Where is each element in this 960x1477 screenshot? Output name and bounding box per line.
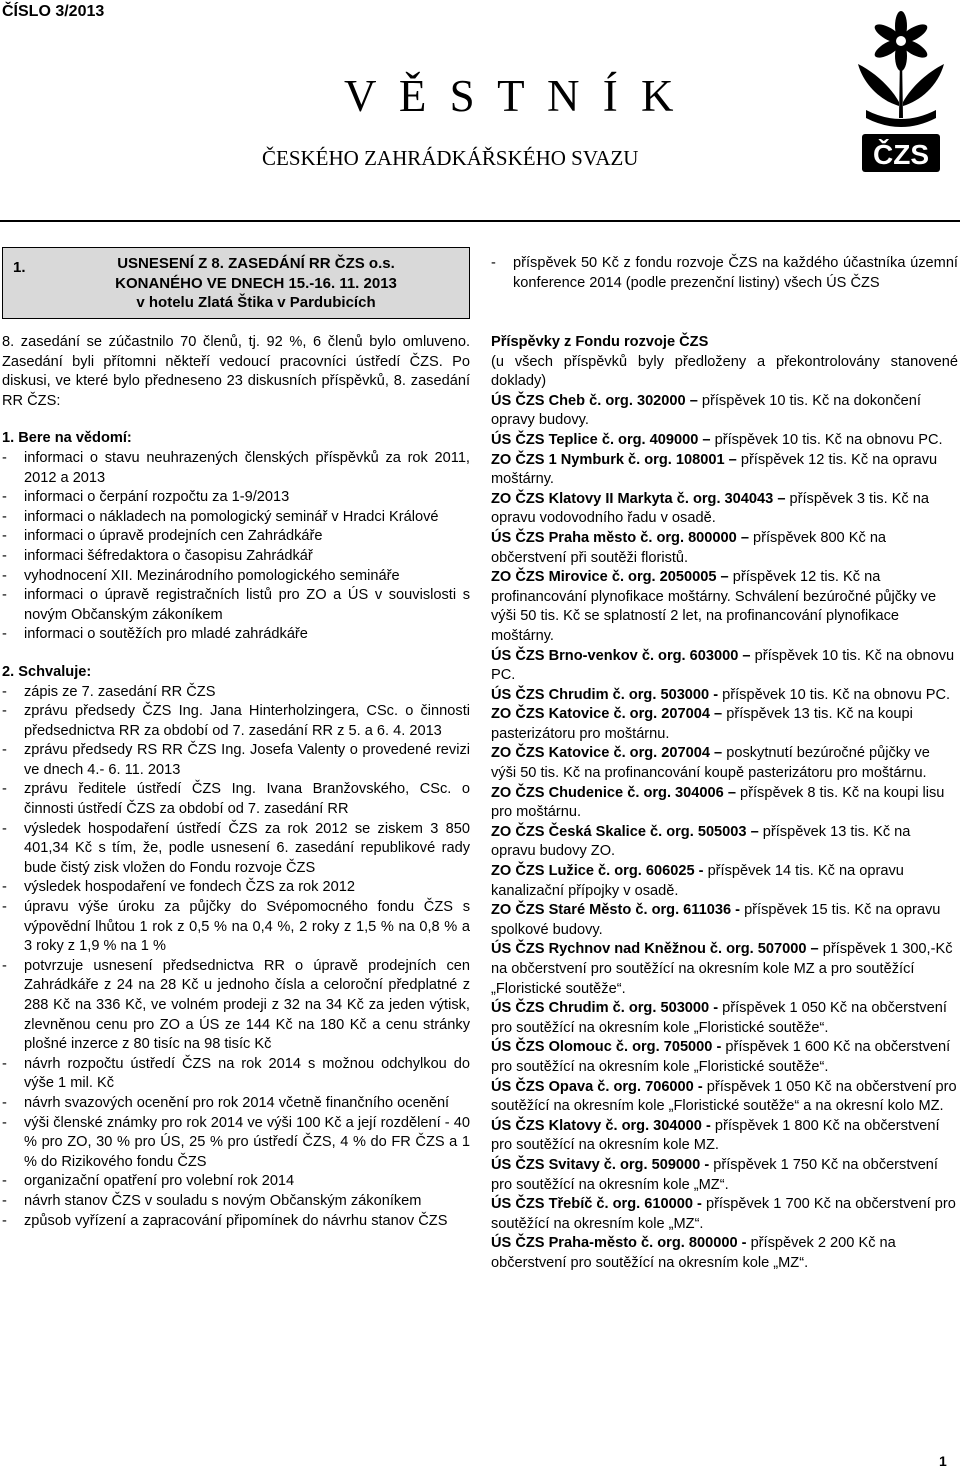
right-column	[491, 333, 958, 1274]
list-item: - informaci o stavu neuhrazených členských příspěvků za rok 2011, 2012 a 2013	[2, 449, 470, 486]
list-item: - návrh stanov ČZS v souladu s novým Občanským zákoníkem	[2, 1192, 422, 1209]
approves-list	[2, 683, 470, 1232]
list-item: - informaci šéfredaktora o časopisu Zahrádkář	[2, 547, 313, 564]
fund-entry: ÚS ČZS Praha město č. org. 800000 – příspěvek 800 Kč na občerstvení při soutěži floristů.	[491, 529, 887, 566]
section-title-line: USNESENÍ Z 8. ZASEDÁNÍ RR ČZS o.s.	[117, 255, 395, 272]
fund-entry-text: příspěvek 1 600 Kč na občerstvení pro soutěžící na okresním kole „Floristické soutěže“.	[491, 1039, 951, 1075]
fund-entry: ÚS ČZS Olomouc č. org. 705000 - příspěvek 1 600 Kč na občerstvení pro soutěžící na okresním kole „Floristické soutěže“.	[491, 1039, 951, 1075]
fund-entry-text: příspěvek 12 tis. Kč na profinancování plynofikace moštárny. Schválení bezúročné půjčky ve výši 50 tis. Kč se splatností 2 let, na profinancování plynofikace moštárny.	[491, 569, 937, 644]
logo-text: ČZS	[873, 139, 929, 170]
fund-entry: ZO ČZS Staré Město č. org. 611036 - příspěvek 15 tis. Kč na opravu spolkové budovy.	[491, 902, 941, 938]
list-item: - návrh rozpočtu ústředí ČZS na rok 2014 s možnou odchylkou do výše 1 mil. Kč	[2, 1055, 470, 1092]
page-subtitle: ČESKÉHO ZAHRÁDKÁŘSKÉHO SVAZU	[262, 146, 639, 170]
fund-entry: ZO ČZS Mirovice č. org. 2050005 – příspěvek 12 tis. Kč na profinancování plynofikace moštárny. Schválení bezúročné půjčky ve výši 50 tis. Kč se splatností 2 let, na profinancování plynofikace moštárny.	[491, 569, 937, 644]
list-item: - organizační opatření pro volební rok 2014	[2, 1173, 295, 1190]
fund-entry-org: ÚS ČZS Brno-venkov č. org. 603000	[491, 647, 739, 664]
issue-number: ČÍSLO 3/2013	[2, 3, 105, 20]
fund-entry-org: ZO ČZS Chudenice č. org. 304006	[491, 784, 724, 801]
fund-note: (u všech příspěvků byly předloženy a překontrolovány stanovené doklady)	[491, 353, 958, 390]
fund-entry-org: ÚS ČZS Svitavy č. org. 509000	[491, 1156, 701, 1173]
fund-entry: ZO ČZS Klatovy II Markyta č. org. 304043 – příspěvek 3 tis. Kč na opravu vodovodního řadu v osadě.	[491, 490, 930, 527]
fund-entry-org: ZO ČZS Katovice č. org. 207004	[491, 745, 710, 762]
fund-entry-org: ÚS ČZS Cheb č. org. 302000	[491, 392, 686, 409]
fund-entry-org: ÚS ČZS Teplice č. org. 409000	[491, 431, 699, 448]
list-item: - informaci o nákladech na pomologický seminář v Hradci Králové	[2, 508, 439, 525]
flower-icon	[858, 11, 944, 127]
fund-entry-text: příspěvek 1 300,-Kč na občerstvení pro soutěžící na okresním kole MZ a pro soutěžící „Floristické soutěže“.	[491, 941, 953, 997]
fund-entry-text: příspěvek 10 tis. Kč na dokončení opravy budovy.	[491, 392, 921, 429]
list-item: - zprávu předsedy ČZS Ing. Jana Hinterholzingera, CSc. o činnosti předsednictva RR za období od 7. zasedání RR z 5. a 6. 4. 2013	[2, 703, 470, 739]
fund-entry: ÚS ČZS Brno-venkov č. org. 603000 – příspěvek 10 tis. Kč na obnovu PC.	[491, 647, 955, 684]
fund-entry-text: příspěvek 8 tis. Kč na koupi lisu pro moštárnu.	[491, 784, 945, 821]
fund-entry-text: příspěvek 2 200 Kč na občerstvení pro soutěžící na okresním kole „MZ“.	[491, 1235, 896, 1271]
header-rule	[0, 220, 960, 222]
fund-entry-text: příspěvek 13 tis. Kč na opravu budovy ZO.	[491, 823, 911, 860]
list-item: - vyhodnocení XII. Mezinárodního pomologického semináře	[2, 567, 400, 584]
list-item: - informaci o úpravě prodejních cen Zahrádkáře	[2, 528, 323, 545]
fund-entry: ÚS ČZS Opava č. org. 706000 - příspěvek 1 050 Kč na občerstvení pro soutěžící na okresním kole „Floristické soutěže“ a na okresní kolo MZ.	[491, 1078, 957, 1115]
fund-entry-org: ÚS ČZS Praha-město č. org. 800000	[491, 1235, 738, 1252]
page-title: V Ě S T N Í K	[344, 71, 680, 121]
left-column	[2, 333, 470, 1231]
fund-entry-text: příspěvek 1 050 Kč na občerstvení pro soutěžící na okresním kole „Floristické soutěže“ a na okresní kolo MZ.	[491, 1078, 957, 1115]
fund-entry-text: příspěvek 10 tis. Kč na obnovu PC.	[491, 647, 955, 684]
fund-entry: ÚS ČZS Klatovy č. org. 304000 - příspěvek 1 800 Kč na občerstvení pro soutěžící na okresním kole MZ.	[491, 1117, 940, 1154]
fund-entry-text: příspěvek 1 700 Kč na občerstvení pro soutěžící na okresním kole „MZ“.	[491, 1196, 956, 1232]
fund-entry-org: ÚS ČZS Praha město č. org. 800000	[491, 529, 737, 546]
fund-entry: ÚS ČZS Chrudim č. org. 503000 - příspěvek 1 050 Kč na občerstvení pro soutěžící na okresním kole „Floristické soutěže“.	[491, 1000, 947, 1036]
fund-entry-org: ÚS ČZS Chrudim č. org. 503000	[491, 686, 710, 703]
list-item: - zprávu ředitele ústředí ČZS Ing. Ivana Branžovského, CSc. o činnosti ústředí ČZS za období od 7. zasedání RR	[2, 781, 470, 818]
fund-entry-text: příspěvek 12 tis. Kč na opravu moštárny.	[491, 451, 938, 488]
section-number: 1.	[13, 259, 26, 276]
fund-entry-org: ÚS ČZS Klatovy č. org. 304000	[491, 1117, 702, 1134]
fund-entry-org: ZO ČZS Mirovice č. org. 2050005	[491, 569, 717, 586]
section-title-line: KONANÉHO VE DNECH 15.-16. 11. 2013	[115, 274, 397, 292]
list-item: - informaci o soutěžích pro mladé zahrádkáře	[2, 626, 308, 643]
list-item: - výsledek hospodaření ve fondech ČZS za rok 2012	[2, 879, 355, 896]
fund-entry-org: ZO ČZS Lužice č. org. 606025	[491, 863, 695, 880]
fund-entry-org: ÚS ČZS Rychnov nad Kněžnou č. org. 507000	[491, 941, 807, 958]
fund-entry-text: příspěvek 1 050 Kč na občerstvení pro soutěžící na okresním kole „Floristické soutěže“.	[491, 1000, 947, 1036]
czs-logo	[852, 6, 950, 174]
fund-entry-org: ZO ČZS Česká Skalice č. org. 505003	[491, 823, 747, 840]
list-item: - úpravu výše úroku za půjčky do Svépomocného fondu ČZS s výpovědní lhůtou 1 rok z 0,5 % na 0,4 %, 2 roky z 1,5 % na 0,8 % a 3 roky z 1,9 % na 1 %	[2, 899, 470, 955]
fund-list	[491, 392, 958, 1274]
fund-entry-text: příspěvek 15 tis. Kč na opravu spolkové budovy.	[491, 902, 941, 938]
list-item: - návrh svazových ocenění pro rok 2014 včetně finančního ocenění	[2, 1094, 450, 1111]
list-item: - informaci o úpravě registračních listů pro ZO a ÚS v souvislosti s novým Občanským zákoníkem	[2, 587, 470, 623]
fund-entry: ZO ČZS Česká Skalice č. org. 505003 – příspěvek 13 tis. Kč na opravu budovy ZO.	[491, 823, 911, 860]
fund-entry-text: příspěvek 13 tis. Kč na koupi pasterizátoru pro moštárnu.	[491, 706, 913, 742]
fund-entry-org: ÚS ČZS Opava č. org. 706000	[491, 1078, 694, 1095]
fund-entry-org: ZO ČZS Katovice č. org. 207004	[491, 706, 710, 723]
fund-entry: ÚS ČZS Svitavy č. org. 509000 - příspěvek 1 750 Kč na občerstvení pro soutěžící na okresním kole „MZ“.	[491, 1156, 938, 1193]
fund-entry: ÚS ČZS Praha-město č. org. 800000 - příspěvek 2 200 Kč na občerstvení pro soutěžící na okresním kole „MZ“.	[491, 1235, 896, 1271]
fund-entry-text: příspěvek 800 Kč na občerstvení při soutěži floristů.	[491, 529, 887, 566]
fund-entry-text: příspěvek 1 750 Kč na občerstvení pro soutěžící na okresním kole „MZ“.	[491, 1156, 938, 1193]
fund-entry: ÚS ČZS Teplice č. org. 409000 – příspěvek 10 tis. Kč na obnovu PC.	[491, 431, 943, 448]
fund-entry: ZO ČZS Katovice č. org. 207004 – poskytnutí bezúročné půjčky ve výši 50 tis. Kč na profinancování koupě pasterizátoru pro moštárnu.	[491, 745, 930, 782]
fund-entry: ZO ČZS 1 Nymburk č. org. 108001 – příspěvek 12 tis. Kč na opravu moštárny.	[491, 451, 938, 488]
approves-heading: 2. Schvaluje:	[2, 663, 92, 680]
fund-entry-text: příspěvek 3 tis. Kč na opravu vodovodního řadu v osadě.	[491, 490, 930, 527]
intro-paragraph: 8. zasedání se zúčastnilo 70 členů, tj. 92 %, 6 členů bylo omluveno. Zasedání byli přítomni někteří vedoucí pracovníci ústředí ČZS. Po diskusi, ve které bylo předneseno 23 diskusních příspěvků, 8. zasedání RR ČZS:	[2, 334, 470, 409]
section-title-line: v hotelu Zlatá Štika v Pardubicích	[136, 294, 376, 311]
fund-entry-org: ZO ČZS Klatovy II Markyta č. org. 304043	[491, 490, 774, 507]
fund-entry: ÚS ČZS Cheb č. org. 302000 – příspěvek 10 tis. Kč na dokončení opravy budovy.	[491, 392, 921, 429]
fund-entry-text: příspěvek 10 tis. Kč na obnovu PC.	[722, 686, 951, 703]
fund-entry: ZO ČZS Lužice č. org. 606025 - příspěvek 14 tis. Kč na opravu kanalizační přípojky v osadě.	[491, 863, 904, 899]
takes-note-list	[2, 449, 470, 645]
right-top-item: - příspěvek 50 Kč z fondu rozvoje ČZS na každého účastníka územní konference 2014 (podle prezenční listiny) všech ÚS ČZS	[491, 255, 958, 291]
section-heading-box	[2, 247, 470, 319]
fund-heading: Příspěvky z Fondu rozvoje ČZS	[491, 334, 709, 350]
takes-note-heading: 1. Bere na vědomí:	[2, 430, 132, 447]
list-item: - informaci o čerpání rozpočtu za 1-9/2013	[2, 489, 290, 506]
list-item: - potvrzuje usnesení předsednictva RR o úpravě prodejních cen Zahrádkáře z 24 na 28 Kč u jednoho čísla a celoroční předplatné z 288 Kč na 336 Kč, ve volném prodeji z 32 na 34 Kč za jeden výtisk, zlevněnou cenu pro ZO a ÚS ze 144 Kč na 180 Kč a cenu stránky plošné inzerce z 80 tisíc na 98 tisíc Kč	[2, 957, 470, 1053]
list-item: - způsob vyřízení a zapracování připomínek do návrhu stanov ČZS	[2, 1212, 448, 1229]
list-item: - výsledek hospodaření ústředí ČZS za rok 2012 se ziskem 3 850 401,34 Kč s tím, že, podle usnesení 6. zasedání republikové rady bude čistý zisk vložen do Fondu rozvoje ČZS	[2, 820, 470, 876]
fund-entry: ZO ČZS Katovice č. org. 207004 – příspěvek 13 tis. Kč na koupi pasterizátoru pro moštárnu.	[491, 706, 913, 742]
list-item: - výši členské známky pro rok 2014 ve výši 100 Kč a její rozdělení - 40 % pro ZO, 30 % pro ÚS, 25 % pro ústředí ČZS, 4 % do FR ČZS a 1 % do Rizikového fondu ČZS	[2, 1114, 470, 1170]
fund-entry-org: ÚS ČZS Třebíč č. org. 610000	[491, 1196, 693, 1213]
fund-entry-org: ZO ČZS 1 Nymburk č. org. 108001	[491, 451, 725, 468]
fund-entry-org: ZO ČZS Staré Město č. org. 611036	[491, 902, 732, 919]
fund-entry-org: ÚS ČZS Chrudim č. org. 503000	[491, 1000, 710, 1017]
page-number: 1	[939, 1453, 947, 1469]
fund-entry: ÚS ČZS Chrudim č. org. 503000 - příspěvek 10 tis. Kč na obnovu PC.	[491, 686, 951, 703]
fund-entry-text: poskytnutí bezúročné půjčky ve výši 50 tis. Kč na profinancování koupě pasterizátoru pro moštárnu.	[491, 745, 930, 782]
list-item: - zprávu předsedy RS RR ČZS Ing. Josefa Valenty o provedené revizi ve dnech 4.- 6. 11. 2013	[2, 742, 470, 778]
fund-entry: ZO ČZS Chudenice č. org. 304006 – příspěvek 8 tis. Kč na koupi lisu pro moštárnu.	[491, 784, 945, 821]
fund-entry: ÚS ČZS Rychnov nad Kněžnou č. org. 507000 – příspěvek 1 300,-Kč na občerstvení pro soutěžící na okresním kole MZ a pro soutěžící „Floristické soutěže“.	[491, 941, 953, 997]
fund-entry-text: příspěvek 14 tis. Kč na opravu kanalizační přípojky v osadě.	[491, 863, 904, 899]
fund-entry-org: ÚS ČZS Olomouc č. org. 705000	[491, 1039, 713, 1056]
fund-entry-text: příspěvek 10 tis. Kč na obnovu PC.	[714, 431, 943, 448]
list-item: - zápis ze 7. zasedání RR ČZS	[2, 683, 216, 700]
fund-entry: ÚS ČZS Třebíč č. org. 610000 - příspěvek 1 700 Kč na občerstvení pro soutěžící na okresním kole „MZ“.	[491, 1196, 956, 1232]
fund-entry-text: příspěvek 1 800 Kč na občerstvení pro soutěžící na okresním kole MZ.	[491, 1117, 940, 1154]
